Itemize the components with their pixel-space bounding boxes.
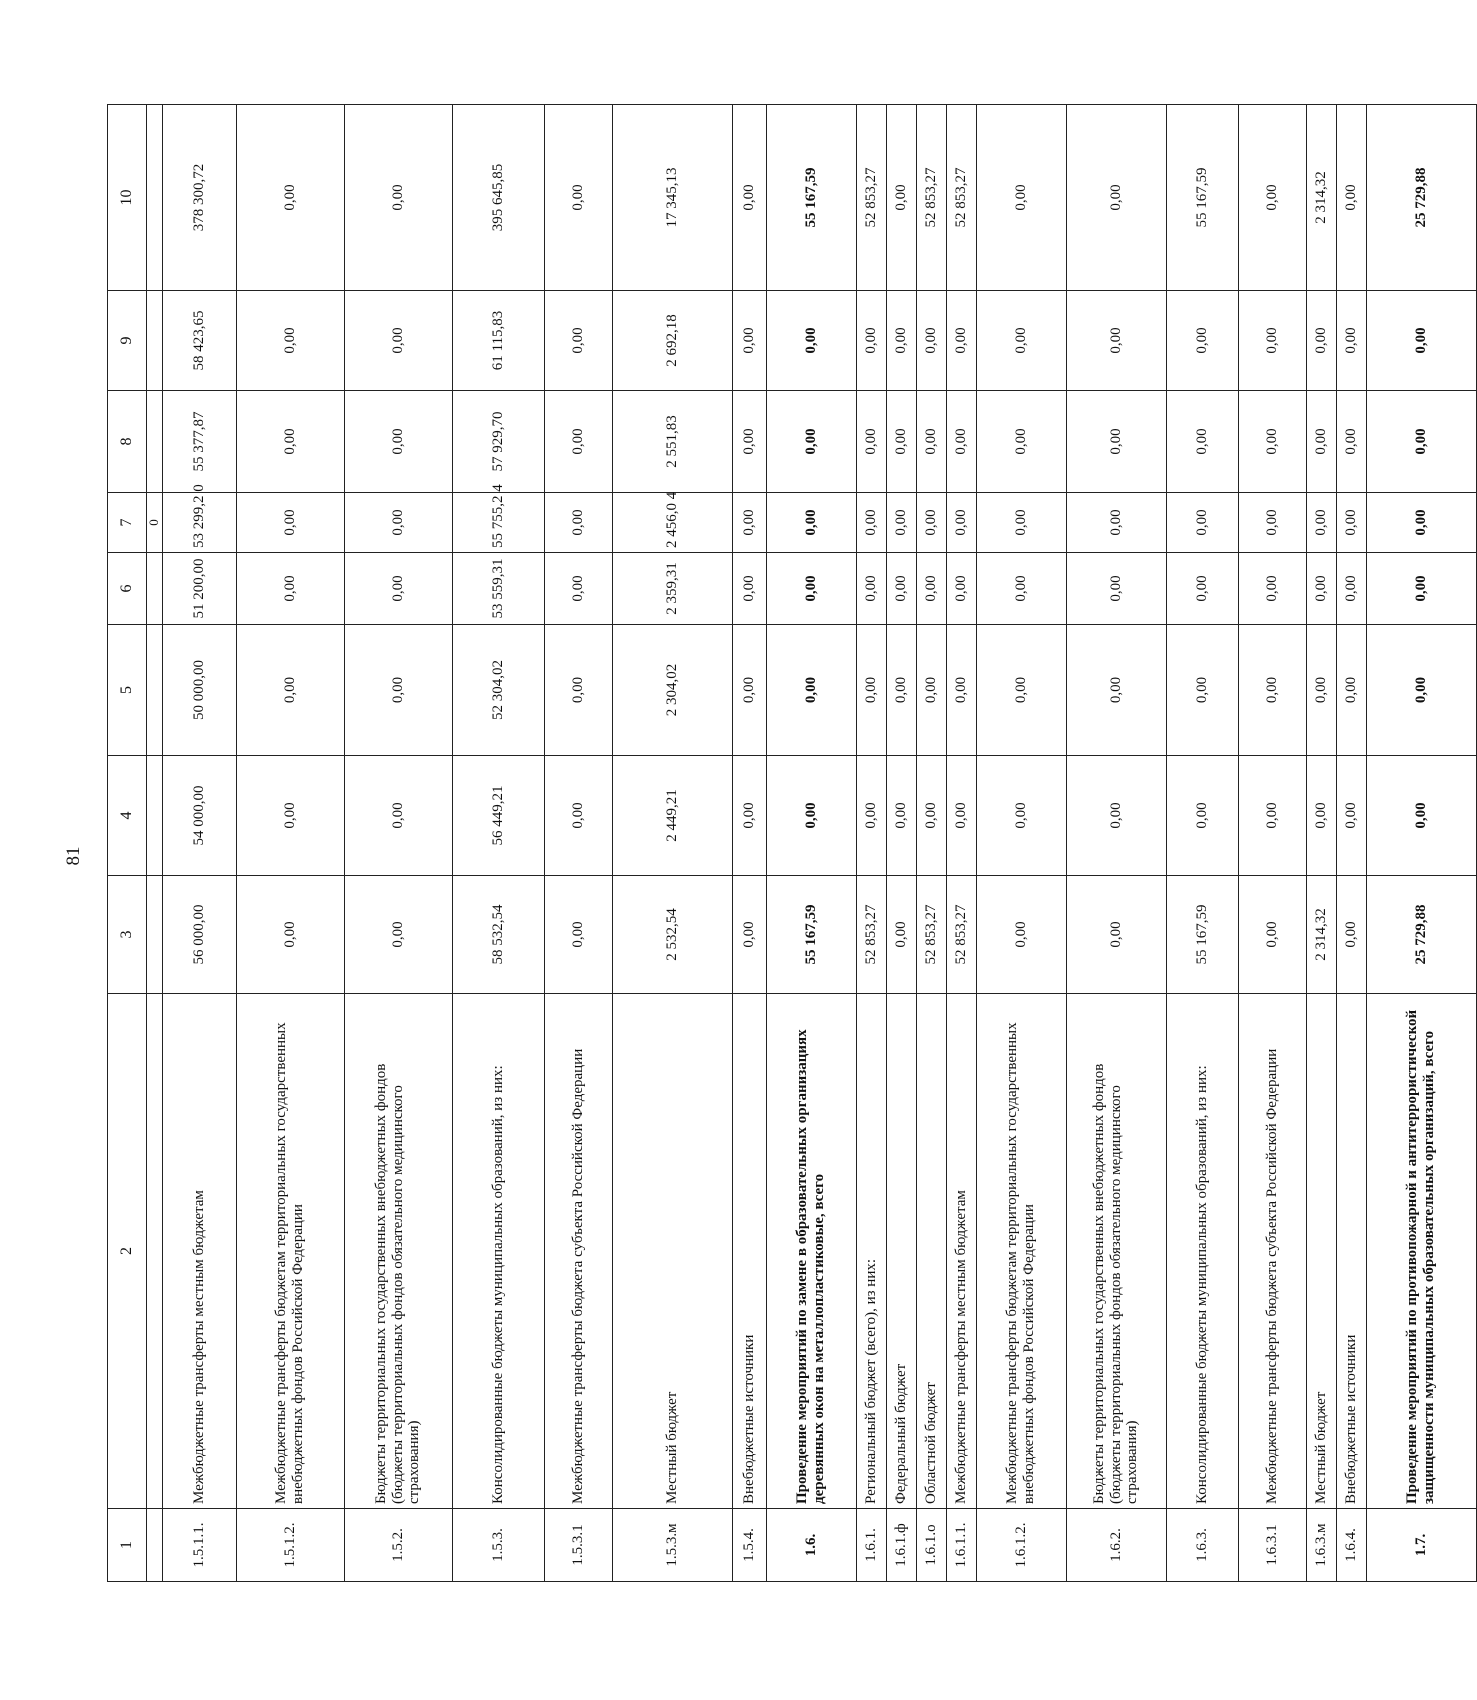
value-cell: 0,00 [946,553,976,625]
value-cell: 0,00 [236,625,344,756]
row-description: Федеральный бюджет [886,994,916,1509]
value-cell: 0,00 [1336,756,1366,876]
value-cell: 0,00 [1336,625,1366,756]
column-subheader [147,105,163,291]
row-code: 1.5.3. [452,1509,544,1582]
row-code: 1.6.2. [1066,1509,1166,1582]
value-cell: 2 456,0 4 [612,493,732,553]
table-row [612,105,732,1582]
value-cell: 0,00 [946,625,976,756]
value-cell: 0,00 [976,291,1066,391]
row-description: Внебюджетные источники [1336,994,1366,1509]
value-cell: 53 299,2 0 [162,493,236,553]
value-cell: 0,00 [344,105,452,291]
value-cell: 0,00 [1336,553,1366,625]
value-cell: 2 692,18 [612,291,732,391]
value-cell: 0,00 [1366,391,1476,493]
value-cell: 17 345,13 [612,105,732,291]
value-cell: 0,00 [1166,553,1238,625]
value-cell: 0,00 [916,391,946,493]
value-cell: 0,00 [344,493,452,553]
value-cell: 0,00 [1336,876,1366,994]
value-cell: 0,00 [344,756,452,876]
value-cell: 0,00 [1306,625,1336,756]
value-cell: 0,00 [1366,756,1476,876]
column-header: 6 [108,553,147,625]
table-row [732,105,766,1582]
value-cell: 0,00 [1238,553,1306,625]
column-subheader [147,876,163,994]
value-cell: 0,00 [1306,756,1336,876]
value-cell: 0,00 [886,876,916,994]
column-subheader [147,625,163,756]
table-row [886,105,916,1582]
column-header-row [108,105,147,1582]
value-cell: 0,00 [1366,625,1476,756]
value-cell: 0,00 [1336,493,1366,553]
value-cell: 25 729,88 [1366,105,1476,291]
value-cell: 0,00 [766,391,856,493]
table-row [1166,105,1238,1582]
value-cell: 52 853,27 [856,105,886,291]
row-description: Бюджеты территориальных государственных внебюджетных фондов (бюджеты территориальных фондов обязательного медицинского страхования) [344,994,452,1509]
value-cell: 0,00 [1238,876,1306,994]
value-cell: 0,00 [1066,876,1166,994]
row-description: Межбюджетные трансферты бюджета субъекта Российской Федерации [544,994,612,1509]
row-code: 1.5.1.1. [162,1509,236,1582]
value-cell: 2 359,31 [612,553,732,625]
value-cell: 0,00 [544,625,612,756]
row-description: Проведение мероприятий по замене в образовательных организациях деревянных окон на металлопластиковые, всего [766,994,856,1509]
value-cell: 0,00 [976,391,1066,493]
table-row [162,105,236,1582]
table-body [108,105,1477,1582]
value-cell: 0,00 [976,756,1066,876]
value-cell: 56 449,21 [452,756,544,876]
value-cell: 55 755,2 4 [452,493,544,553]
column-header: 3 [108,876,147,994]
value-cell: 0,00 [1306,391,1336,493]
value-cell: 0,00 [946,291,976,391]
value-cell: 52 853,27 [856,876,886,994]
table-row [1306,105,1336,1582]
value-cell: 55 167,59 [766,876,856,994]
column-subheader [147,1509,163,1582]
value-cell: 0,00 [1066,553,1166,625]
value-cell: 0,00 [1336,105,1366,291]
column-subheader [147,291,163,391]
value-cell: 0,00 [886,756,916,876]
value-cell: 0,00 [1166,756,1238,876]
value-cell: 0,00 [886,105,916,291]
value-cell: 0,00 [544,291,612,391]
value-cell: 53 559,31 [452,553,544,625]
value-cell: 0,00 [856,756,886,876]
value-cell: 0,00 [732,876,766,994]
table-row [1238,105,1306,1582]
table-row [1066,105,1166,1582]
value-cell: 55 167,59 [1166,105,1238,291]
value-cell: 0,00 [1166,291,1238,391]
value-cell: 52 853,27 [946,105,976,291]
row-description: Межбюджетные трансферты бюджетам территориальных государственных внебюджетных фондов Российской Федерации [236,994,344,1509]
value-cell: 0,00 [1336,291,1366,391]
value-cell: 0,00 [544,493,612,553]
value-cell: 0,00 [766,756,856,876]
row-description: Межбюджетные трансферты местным бюджетам [162,994,236,1509]
row-code: 1.6.3. [1166,1509,1238,1582]
row-code: 1.6.4. [1336,1509,1366,1582]
value-cell: 0,00 [766,291,856,391]
value-cell: 0,00 [1238,391,1306,493]
value-cell: 0,00 [766,553,856,625]
value-cell: 0,00 [1366,291,1476,391]
row-description: Межбюджетные трансферты бюджетам территориальных государственных внебюджетных фондов Российской Федерации [976,994,1066,1509]
table-row [544,105,612,1582]
row-code: 1.6.3.м [1306,1509,1336,1582]
row-description: Бюджеты территориальных государственных внебюджетных фондов (бюджеты территориальных фондов обязательного медицинского страхования) [1066,994,1166,1509]
value-cell: 0,00 [544,391,612,493]
value-cell: 0,00 [766,493,856,553]
value-cell: 0,00 [886,391,916,493]
value-cell: 2 304,02 [612,625,732,756]
row-code: 1.6.1.2. [976,1509,1066,1582]
column-subheader-row [147,105,163,1582]
value-cell: 0,00 [1066,291,1166,391]
column-header: 8 [108,391,147,493]
value-cell: 395 645,85 [452,105,544,291]
value-cell: 0,00 [1306,553,1336,625]
value-cell: 2 314,32 [1306,105,1336,291]
value-cell: 55 167,59 [1166,876,1238,994]
table-row [916,105,946,1582]
row-code: 1.6.1.ф [886,1509,916,1582]
value-cell: 0,00 [1166,391,1238,493]
value-cell: 0,00 [856,391,886,493]
value-cell: 0,00 [1336,391,1366,493]
table-row [856,105,886,1582]
column-header: 9 [108,291,147,391]
value-cell: 0,00 [732,625,766,756]
row-description: Межбюджетные трансферты местным бюджетам [946,994,976,1509]
value-cell: 61 115,83 [452,291,544,391]
row-code: 1.6.1. [856,1509,886,1582]
value-cell: 0,00 [236,756,344,876]
value-cell: 0,00 [856,291,886,391]
value-cell: 0,00 [732,493,766,553]
budget-table [107,104,1477,1582]
column-header: 2 [108,994,147,1509]
value-cell: 51 200,00 [162,553,236,625]
row-code: 1.6.3.1 [1238,1509,1306,1582]
value-cell: 0,00 [916,756,946,876]
value-cell: 0,00 [236,105,344,291]
value-cell: 0,00 [916,291,946,391]
value-cell: 0,00 [1366,553,1476,625]
table-row [766,105,856,1582]
value-cell: 52 853,27 [946,876,976,994]
column-header: 5 [108,625,147,756]
value-cell: 2 449,21 [612,756,732,876]
value-cell: 0,00 [1366,493,1476,553]
value-cell: 0,00 [976,625,1066,756]
value-cell: 0,00 [732,391,766,493]
value-cell: 0,00 [886,553,916,625]
value-cell: 56 000,00 [162,876,236,994]
value-cell: 0,00 [1238,105,1306,291]
value-cell: 0,00 [976,553,1066,625]
table-row [1336,105,1366,1582]
column-header: 7 [108,493,147,553]
value-cell: 0,00 [732,291,766,391]
value-cell: 2 551,83 [612,391,732,493]
value-cell: 0,00 [976,876,1066,994]
value-cell: 0,00 [856,553,886,625]
table-row [976,105,1066,1582]
value-cell: 0,00 [544,756,612,876]
row-code: 1.5.3.1 [544,1509,612,1582]
value-cell: 0,00 [236,876,344,994]
column-header: 1 [108,1509,147,1582]
row-description: Внебюджетные источники [732,994,766,1509]
value-cell: 0,00 [344,625,452,756]
column-subheader [147,391,163,493]
row-description: Местный бюджет [612,994,732,1509]
value-cell: 52 853,27 [916,105,946,291]
value-cell: 0,00 [916,493,946,553]
value-cell: 55 377,87 [162,391,236,493]
value-cell: 0,00 [946,391,976,493]
row-description: Консолидированные бюджеты муниципальных образований, из них: [452,994,544,1509]
column-header: 4 [108,756,147,876]
value-cell: 0,00 [946,756,976,876]
table-row [236,105,344,1582]
value-cell: 0,00 [1238,493,1306,553]
value-cell: 0,00 [1166,625,1238,756]
value-cell: 0,00 [732,756,766,876]
value-cell: 0,00 [236,391,344,493]
column-subheader: 0 [147,493,163,553]
column-header: 10 [108,105,147,291]
row-code: 1.6.1.1. [946,1509,976,1582]
value-cell: 0,00 [886,493,916,553]
row-description: Консолидированные бюджеты муниципальных образований, из них: [1166,994,1238,1509]
column-subheader [147,553,163,625]
row-description: Областной бюджет [916,994,946,1509]
value-cell: 54 000,00 [162,756,236,876]
value-cell: 52 304,02 [452,625,544,756]
value-cell: 0,00 [236,291,344,391]
value-cell: 0,00 [1066,625,1166,756]
value-cell: 0,00 [1238,756,1306,876]
value-cell: 0,00 [544,553,612,625]
value-cell: 0,00 [1066,391,1166,493]
value-cell: 0,00 [344,876,452,994]
value-cell: 0,00 [732,105,766,291]
table-row [1366,105,1476,1582]
value-cell: 0,00 [976,493,1066,553]
rotated-table-wrapper [107,105,1438,1582]
value-cell: 0,00 [1238,291,1306,391]
value-cell: 0,00 [856,493,886,553]
table-row [344,105,452,1582]
value-cell: 0,00 [916,625,946,756]
value-cell: 0,00 [732,553,766,625]
value-cell: 2 314,32 [1306,876,1336,994]
value-cell: 0,00 [886,625,916,756]
row-code: 1.6. [766,1509,856,1582]
value-cell: 58 423,65 [162,291,236,391]
row-code: 1.5.3.м [612,1509,732,1582]
value-cell: 50 000,00 [162,625,236,756]
value-cell: 0,00 [1166,493,1238,553]
value-cell: 58 532,54 [452,876,544,994]
value-cell: 0,00 [344,291,452,391]
value-cell: 0,00 [1066,756,1166,876]
row-code: 1.6.1.о [916,1509,946,1582]
value-cell: 0,00 [544,105,612,291]
value-cell: 378 300,72 [162,105,236,291]
row-code: 1.5.2. [344,1509,452,1582]
row-code: 1.5.4. [732,1509,766,1582]
value-cell: 2 532,54 [612,876,732,994]
table-row [452,105,544,1582]
value-cell: 0,00 [766,625,856,756]
row-code: 1.7. [1366,1509,1476,1582]
value-cell: 0,00 [1306,493,1336,553]
value-cell: 0,00 [344,553,452,625]
value-cell: 0,00 [236,493,344,553]
value-cell: 55 167,59 [766,105,856,291]
row-code: 1.5.1.2. [236,1509,344,1582]
value-cell: 0,00 [1066,105,1166,291]
value-cell: 0,00 [886,291,916,391]
value-cell: 0,00 [1306,291,1336,391]
value-cell: 0,00 [1066,493,1166,553]
value-cell: 0,00 [946,493,976,553]
table-row [946,105,976,1582]
value-cell: 0,00 [1238,625,1306,756]
value-cell: 57 929,70 [452,391,544,493]
value-cell: 0,00 [856,625,886,756]
value-cell: 0,00 [916,553,946,625]
value-cell: 0,00 [344,391,452,493]
value-cell: 0,00 [544,876,612,994]
row-description: Региональный бюджет (всего), из них: [856,994,886,1509]
row-description: Межбюджетные трансферты бюджета субъекта Российской Федерации [1238,994,1306,1509]
column-subheader [147,994,163,1509]
row-description: Проведение мероприятий по противопожарной и антитеррористической защищенности муниципальных образовательных организаций, всего [1366,994,1476,1509]
value-cell: 52 853,27 [916,876,946,994]
page-number: 81 [63,846,84,866]
row-description: Местный бюджет [1306,994,1336,1509]
value-cell: 0,00 [976,105,1066,291]
value-cell: 25 729,88 [1366,876,1476,994]
value-cell: 0,00 [236,553,344,625]
column-subheader [147,756,163,876]
